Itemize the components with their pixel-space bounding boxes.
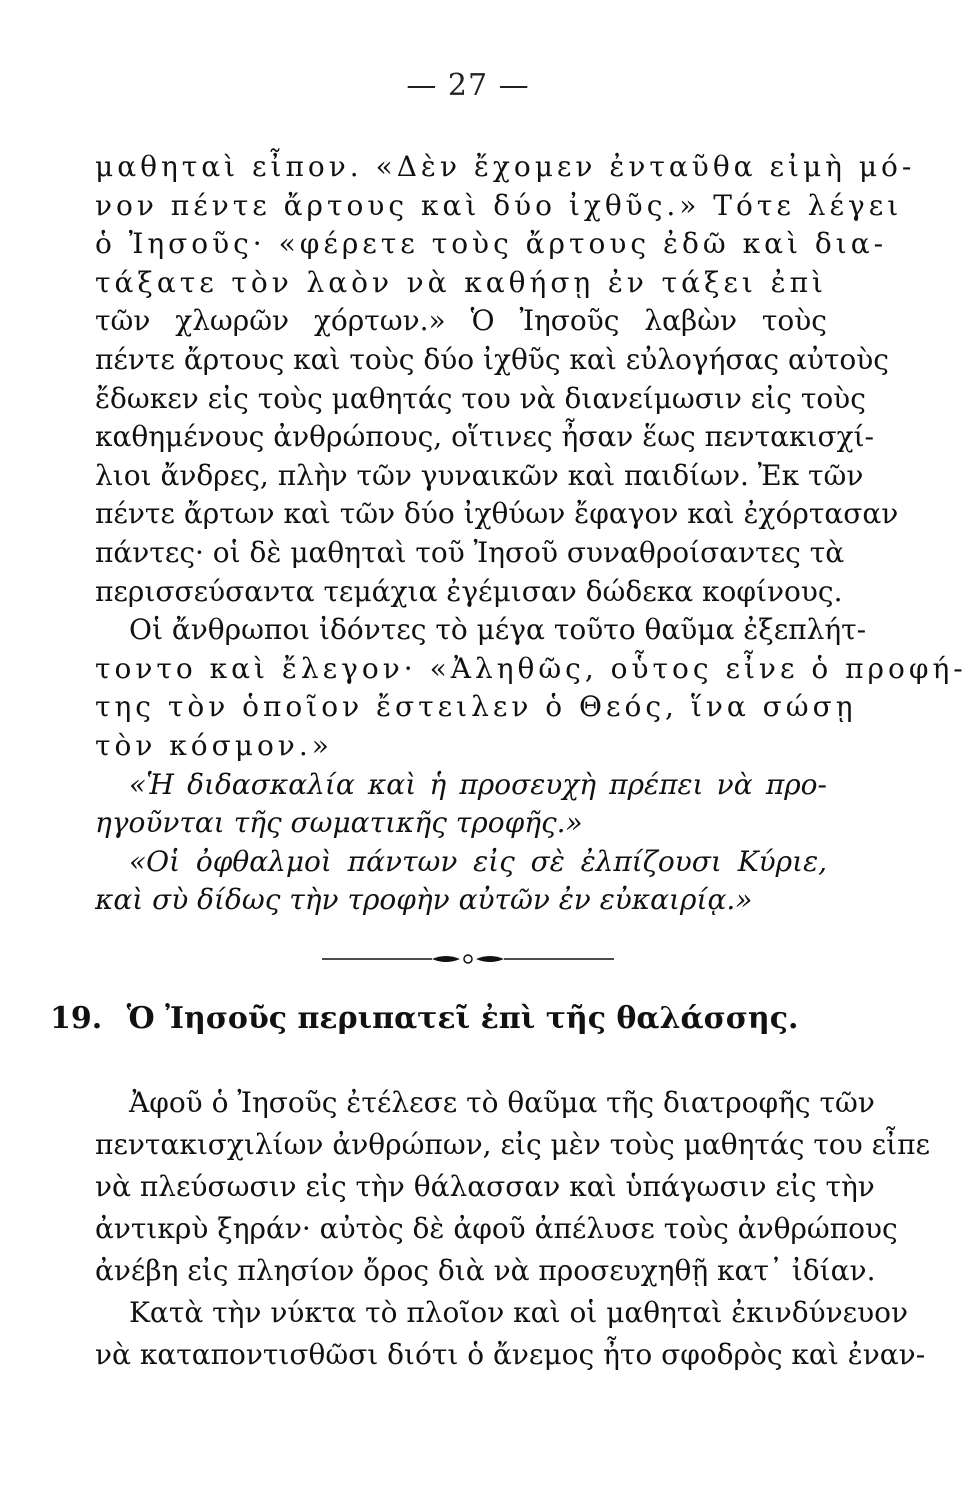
- paragraph-1: [95, 148, 916, 611]
- text-line: «Οἱ ὀφθαλμοὶ πάντων εἰς σὲ ἐλπίζουσι Κύριε,: [129, 844, 827, 878]
- text-line: πέντε ἄρτων καὶ τῶν δύο ἰχθύων ἔφαγον καὶ ἐχόρτασαν: [95, 497, 899, 531]
- paragraph-2: [95, 611, 967, 765]
- text-line: τοντο καὶ ἔλεγον· «Ἀληθῶς, οὗτος εἶνε ὁ προφή-: [95, 651, 967, 685]
- paragraph-3: [95, 1082, 931, 1292]
- text-line: τάξατε τὸν λαὸν νὰ καθήσῃ ἐν τάξει ἐπὶ: [95, 265, 827, 299]
- text-line: πεντακισχιλίων ἀνθρώπων, εἰς μὲν τοὺς μαθητάς του εἶπε: [95, 1128, 931, 1161]
- text-line: καθημένους ἀνθρώπους, οἵτινες ἦσαν ἕως πεντακισχί-: [95, 420, 874, 454]
- text-line: μαθηταὶ εἶπον. «Δὲν ἔχομεν ἐνταῦθα εἰμὴ μό-: [95, 150, 916, 183]
- section-number: 19.: [50, 1001, 103, 1036]
- quote-2: [95, 843, 827, 920]
- upper-text-block: [95, 148, 967, 920]
- text-line: νὰ πλεύσωσιν εἰς τὴν θάλασσαν καὶ ὑπάγωσιν εἰς τὴν: [95, 1170, 875, 1203]
- text-line: νὰ καταποντισθῶσι διότι ὁ ἄνεμος ἦτο σφοδρὸς καὶ ἐναν-: [95, 1338, 926, 1371]
- page-number: — 27 —: [406, 68, 530, 103]
- lower-text-block: [95, 1082, 931, 1376]
- text-line: περισσεύσαντα τεμάχια ἐγέμισαν δώδεκα κοφίνους.: [95, 574, 843, 608]
- paragraph-4: [95, 1292, 926, 1376]
- text-line: πάντες· οἱ δὲ μαθηταὶ τοῦ Ἰησοῦ συναθροίσαντες τὰ: [95, 535, 845, 569]
- text-line: Κατὰ τὴν νύκτα τὸ πλοῖον καὶ οἱ μαθηταὶ ἐκινδύνευον: [129, 1296, 909, 1329]
- text-line: Οἱ ἄνθρωποι ἰδόντες τὸ μέγα τοῦτο θαῦμα ἐξεπλήτ-: [129, 613, 867, 647]
- text-line: τὸν κόσμον.»: [95, 728, 333, 762]
- text-line: της τὸν ὁποῖον ἔστειλεν ὁ Θεός, ἵνα σώσῃ: [95, 690, 857, 724]
- text-line: ὁ Ἰησοῦς· «φέρετε τοὺς ἄρτους ἐδῶ καὶ δια-: [95, 227, 888, 261]
- section-heading: [50, 1000, 830, 1038]
- text-line: νον πέντε ἄρτους καὶ δύο ἰχθῦς.» Τότε λέγει: [95, 188, 903, 222]
- text-line: ηγοῦνται τῆς σωματικῆς τροφῆς.»: [95, 806, 583, 840]
- text-line: Ἀφοῦ ὁ Ἰησοῦς ἐτέλεσε τὸ θαῦμα τῆς διατροφῆς τῶν: [129, 1086, 875, 1119]
- section-title: Ὁ Ἰησοῦς περιπατεῖ ἐπὶ τῆς θαλάσσης.: [126, 1001, 799, 1036]
- text-line: «Ἡ διδασκαλία καὶ ἡ προσευχὴ πρέπει νὰ προ-: [129, 767, 827, 801]
- text-line: ἀνέβη εἰς πλησίον ὄρος διὰ νὰ προσευχηθῇ κατ᾽ ἰδίαν.: [95, 1254, 876, 1287]
- ornamental-rule: [322, 952, 614, 966]
- text-line: λιοι ἄνδρες, πλὴν τῶν γυναικῶν καὶ παιδίων. Ἐκ τῶν: [95, 458, 864, 492]
- text-line: ἔδωκεν εἰς τοὺς μαθητάς του νὰ διανείμωσιν εἰς τοὺς: [95, 381, 866, 415]
- text-line: καὶ σὺ δίδως τὴν τροφὴν αὐτῶν ἐν εὐκαιρίᾳ.»: [95, 883, 753, 917]
- text-line: ἀντικρὺ ξηράν· αὐτὸς δὲ ἀφοῦ ἀπέλυσε τοὺς ἀνθρώπους: [95, 1212, 898, 1245]
- text-line: πέντε ἄρτους καὶ τοὺς δύο ἰχθῦς καὶ εὐλογήσας αὐτοὺς: [95, 342, 889, 376]
- quote-1: [95, 766, 827, 843]
- text-line: τῶν χλωρῶν χόρτων.» Ὁ Ἰησοῦς λαβὼν τοὺς: [95, 304, 827, 338]
